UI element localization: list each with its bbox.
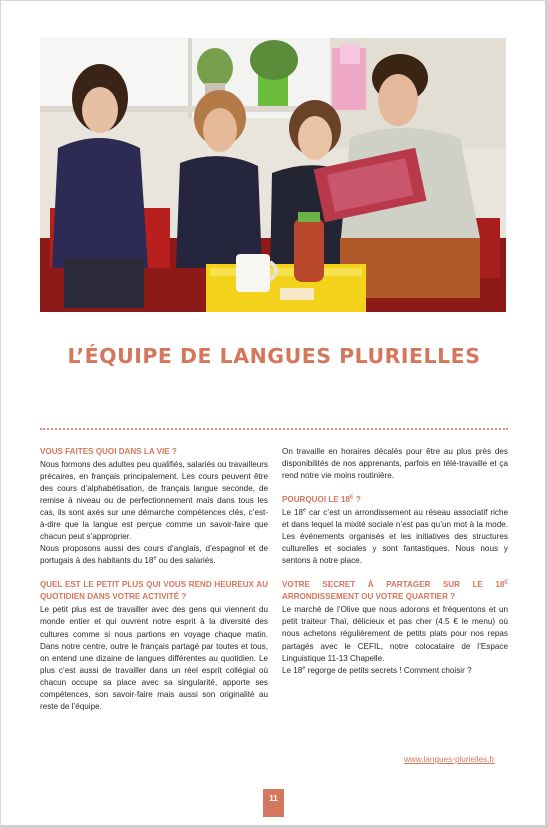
paragraph: Le petit plus est de travailler avec des gens qui viennent du monde entier et qui ouvrent notre esprit à la diversité des cultures comme si nous partions en voyage chaque matin. Dans notre centre, outre le français partagé par toutes et tous, on entend une dizaine de langues différentes au quotidien. Le plus c’est aussi de travailler dans un réel esprit collégial où chacun occupe sa place avec sa singularité, apporte ses compétences, son savoir-faire mais aussi son originalité au reste de l’équipe.	[40, 605, 268, 711]
question-heading: POURQUOI LE $18^E$ ?	[282, 494, 361, 505]
page-number: 11	[263, 789, 284, 817]
question-heading: VOUS FAITES QUOI DANS LA VIE ?	[40, 447, 177, 456]
question-heading: VOTRE SECRET À PARTAGER SUR LE $18^E$ ARRONDISSEMENT OU VOTRE QUARTIER ?	[282, 579, 508, 602]
paragraph: Nous formons des adultes peu qualifiés, salariés ou travailleurs précaires, en français principalement. Les cours peuvent être des cours d’alphabétisation, de français langue seconde, de remise à niveau ou de perfectionnement mais dans tous les cas, ils sont axés sur une démarche compétences clés, c’est-à-dire que la langue est perçue comme un savoir-faire que chacun peut s’approprier.	[40, 460, 268, 542]
page-title: L’ÉQUIPE DE LANGUES PLURIELLES	[67, 344, 481, 368]
paragraph: On travaille en horaires décalés pour être au plus près des disponibilités de nos apprenants, parfois en télé-travaille et ça rend notre vie moins routinière.	[282, 447, 508, 481]
paragraph: Nous proposons aussi des cours d’anglais, d’espagnol et de portugais à des habitants du 18e ou des salariés.	[40, 544, 268, 566]
paragraph: Le 18e car c’est un arrondissement au réseau associatif riche et dans lequel la mixité sociale n’est pas qu’un mot à la mode. Les événements organisés et les initiatives des structures culturelles et sociales y sont fantastiques. Nous nous y sentons à notre place.	[282, 507, 508, 566]
right-column	[282, 446, 508, 677]
dotted-divider	[40, 428, 508, 430]
left-column	[40, 446, 268, 713]
question-heading: QUEL EST LE PETIT PLUS QUI VOUS REND HEUREUX AU QUOTIDIEN DANS VOTRE ACTIVITÉ ?	[40, 580, 268, 602]
paragraph: Le 18e regorge de petits secrets ! Comment choisir ?	[282, 664, 472, 675]
team-photo	[40, 38, 506, 312]
website-link[interactable]: www.langues-plurielles.fr	[404, 755, 495, 764]
paragraph: Le marché de l’Olive que nous adorons et fréquentons et un petit traiteur Thaï, délicieux et pas cher (4.5 € le menu) où nous achetons régulièrement de petits plats pour nos repas partagés avec le CEFIL, notre colocataire de l’Espace Linguistique 11-13 Chapelle.	[282, 605, 508, 663]
